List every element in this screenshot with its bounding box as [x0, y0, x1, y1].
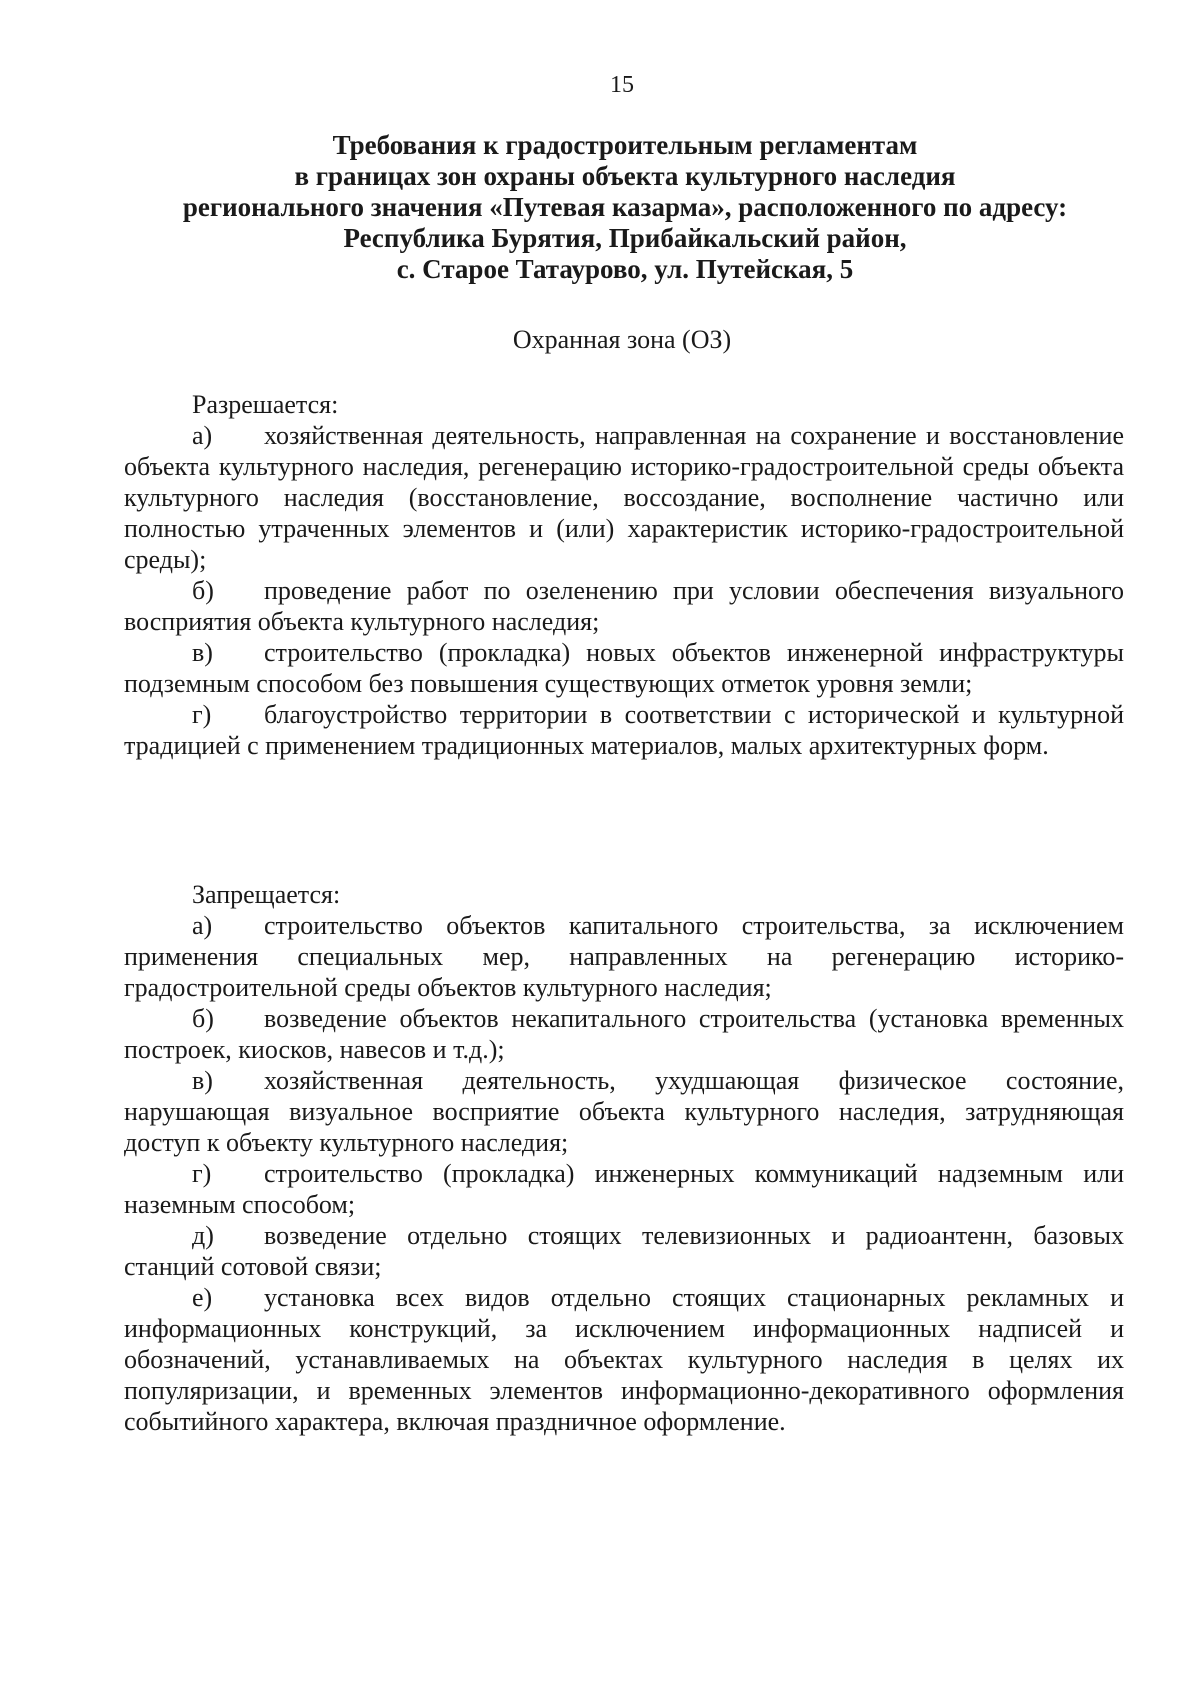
title-line: Требования к градостроительным регламентам [332, 130, 918, 160]
item-letter: в) [192, 638, 213, 667]
item-letter: д) [192, 1221, 214, 1250]
allowed-item [124, 420, 1124, 575]
item-letter: е) [192, 1283, 213, 1312]
allowed-item [124, 637, 1124, 699]
title-line: с. Старое Татаурово, ул. Путейская, 5 [396, 254, 854, 284]
forbidden-item [124, 1003, 1124, 1065]
item-letter: б) [192, 1004, 214, 1033]
item-text: возведение объектов некапитального строительства (установка временных построек, киосков, навесов и т.д.); [124, 1004, 1124, 1064]
allowed-item [124, 699, 1124, 761]
page-number: 15 [610, 72, 634, 98]
title-line: Республика Бурятия, Прибайкальский район, [343, 223, 907, 253]
title-line: в границах зон охраны объекта культурного наследия [294, 161, 956, 191]
forbidden-item [124, 1220, 1124, 1282]
item-text: благоустройство территории в соответствии с исторической и культурной традицией с применением традиционных материалов, малых архитектурных форм. [124, 700, 1124, 760]
item-text: строительство (прокладка) новых объектов инженерной инфраструктуры подземным способом без повышения существующих отметок уровня земли; [124, 638, 1124, 698]
document-title [125, 130, 1125, 285]
item-text: строительство (прокладка) инженерных коммуникаций надземным или наземным способом; [124, 1159, 1124, 1219]
item-letter: а) [192, 421, 213, 450]
forbidden-item [124, 1282, 1124, 1437]
item-letter: а) [192, 911, 213, 940]
title-line: регионального значения «Путевая казарма», расположенного по адресу: [182, 192, 1068, 222]
forbidden-heading: Запрещается: [192, 880, 341, 909]
forbidden-item [124, 1065, 1124, 1158]
item-letter: г) [192, 1159, 212, 1188]
allowed-section [124, 389, 1124, 761]
item-text: установка всех видов отдельно стоящих стационарных рекламных и информационных конструкций, за исключением информационных надписей и обозначений, устанавливаемых на объектах культурного наследия в целях их популяризации, и временных элементов информационно-декоративного оформления событийного характера, включая праздничное оформление. [124, 1283, 1124, 1436]
item-text: проведение работ по озеленению при условии обеспечения визуального восприятия объекта культурного наследия; [124, 576, 1124, 636]
item-text: хозяйственная деятельность, ухудшающая физическое состояние, нарушающая визуальное восприятие объекта культурного наследия, затрудняющая доступ к объекту культурного наследия; [124, 1066, 1124, 1157]
forbidden-item [124, 1158, 1124, 1220]
item-letter: б) [192, 576, 214, 605]
forbidden-item [124, 910, 1124, 1003]
zone-title: Охранная зона (ОЗ) [512, 325, 732, 354]
item-text: строительство объектов капитального строительства, за исключением применения специальных мер, направленных на регенерацию историко-градостроительной среды объектов культурного наследия; [124, 911, 1124, 1002]
item-text: хозяйственная деятельность, направленная на сохранение и восстановление объекта культурного наследия, регенерацию историко-градостроительной среды объекта культурного наследия (восстановление, воссоздание, восполнение частично или полностью утраченных элементов и (или) характеристик историко-градостроительной среды); [124, 421, 1124, 574]
item-letter: в) [192, 1066, 213, 1095]
allowed-heading: Разрешается: [192, 390, 339, 419]
item-text: возведение отдельно стоящих телевизионных и радиоантенн, базовых станций сотовой связи; [124, 1221, 1124, 1281]
forbidden-section [124, 879, 1124, 1437]
allowed-item [124, 575, 1124, 637]
item-letter: г) [192, 700, 212, 729]
